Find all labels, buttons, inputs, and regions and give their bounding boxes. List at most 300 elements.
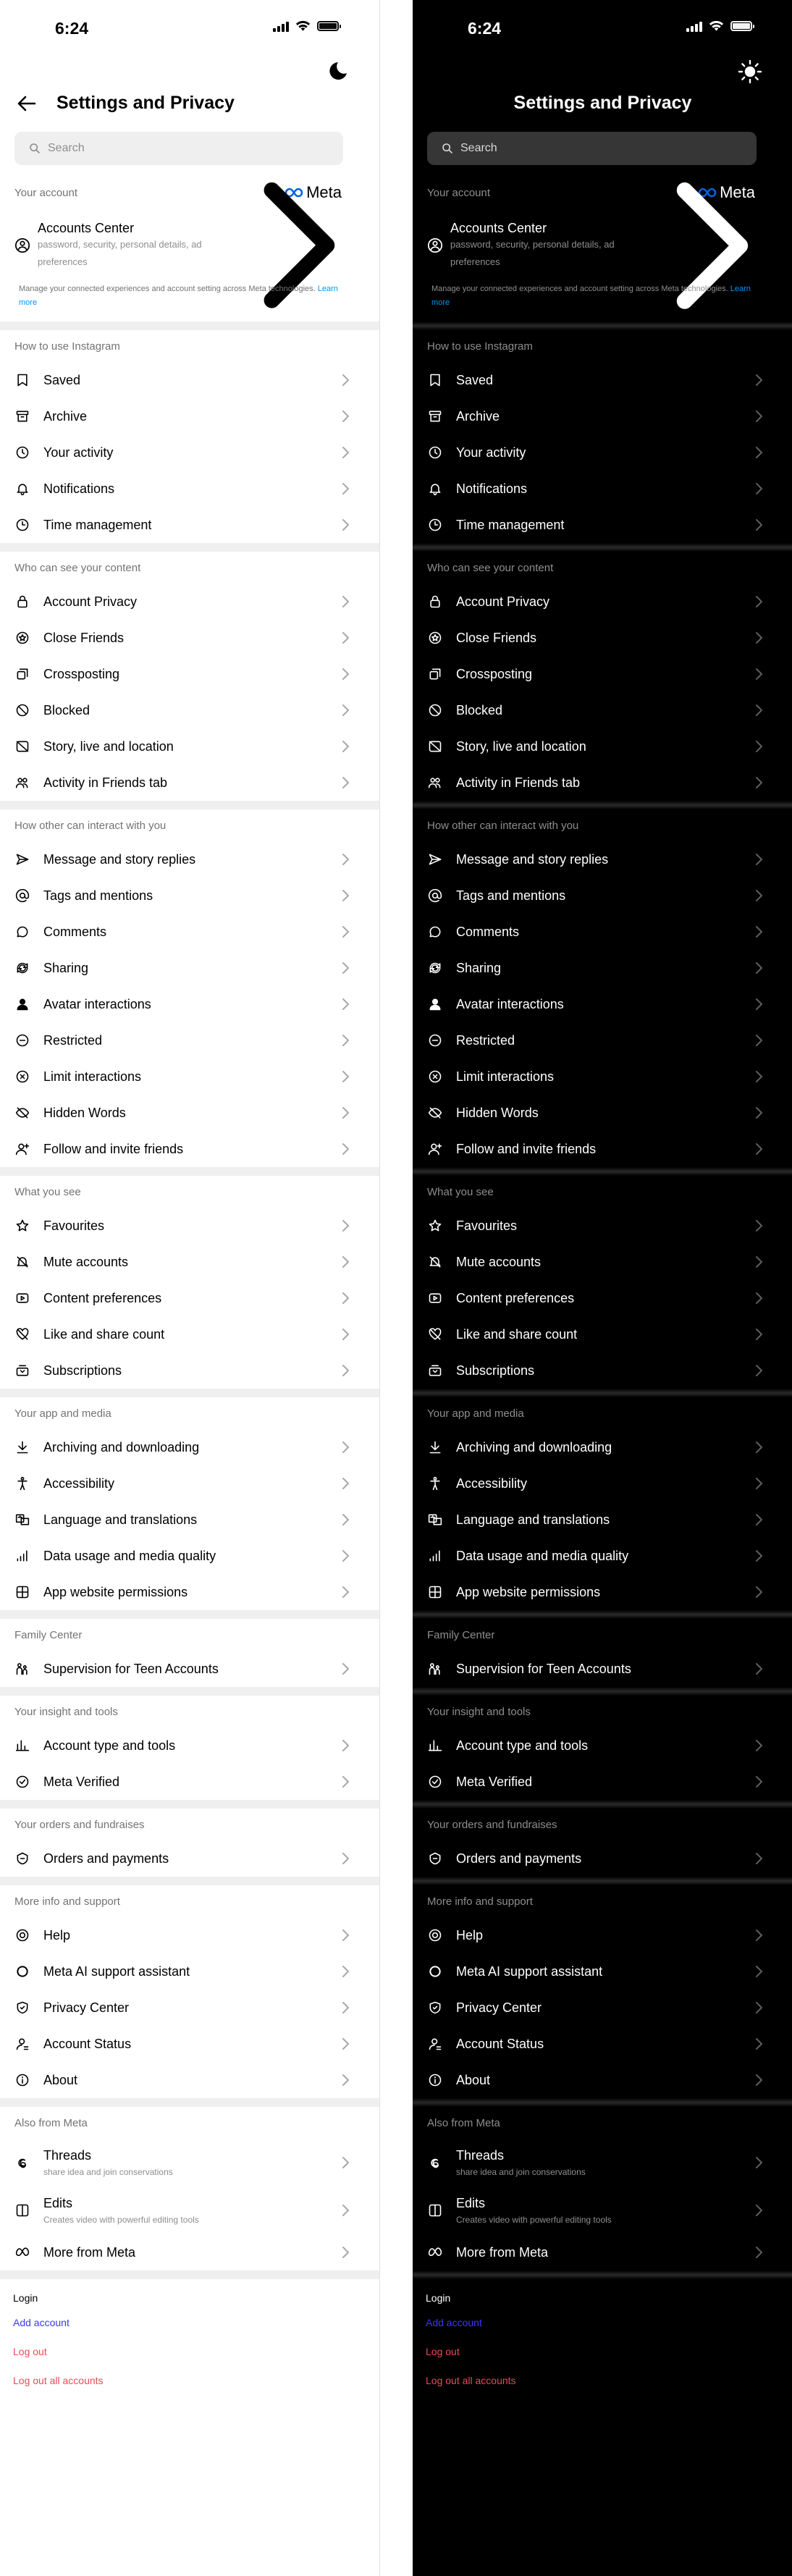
section-separator (0, 2270, 379, 2279)
section-family-center (0, 1619, 379, 1687)
restricted-icon (14, 1032, 30, 1048)
bell-icon (427, 481, 443, 497)
chevron-right-icon (340, 1549, 350, 1562)
chevron-right-icon (754, 1328, 764, 1341)
star-icon (427, 1218, 443, 1234)
section-header (0, 1397, 379, 1429)
story-location-icon (14, 738, 30, 754)
section-more-info-and-support (0, 1885, 379, 2098)
item-label: Limit interactions (456, 1069, 555, 1084)
log-out-all-link[interactable]: Log out all accounts (13, 2375, 104, 2386)
settings-item-like-and-share-count[interactable] (0, 1316, 379, 1352)
settings-item-your-activity[interactable] (0, 434, 379, 471)
item-label: Privacy Center (456, 2000, 542, 2015)
people-icon (14, 775, 30, 791)
your-account-section (0, 177, 379, 321)
item-label: Restricted (43, 1032, 103, 1048)
settings-item-activity-in-friends-tab[interactable] (413, 765, 792, 801)
settings-item-limit-interactions[interactable] (0, 1058, 379, 1095)
section-title: Also from Meta (427, 2116, 500, 2129)
avatar-icon (427, 996, 443, 1012)
chevron-right-icon (340, 961, 350, 975)
item-label: Orders and payments (456, 1851, 582, 1866)
settings-item-account-status[interactable] (0, 2026, 379, 2062)
comment-icon (14, 924, 30, 940)
section-your-insight-and-tools (0, 1696, 379, 1800)
section-family-center (413, 1619, 792, 1687)
language-icon (14, 1512, 30, 1528)
item-label: Notifications (43, 481, 115, 496)
send-icon (14, 851, 30, 867)
settings-item-favourites[interactable] (0, 1208, 379, 1244)
section-header (0, 1619, 379, 1651)
chevron-right-icon (754, 1929, 764, 1942)
settings-item-edits[interactable] (413, 2186, 792, 2234)
item-label: Mute accounts (43, 1254, 129, 1269)
battery-icon (730, 21, 752, 31)
chevron-right-icon (340, 1775, 350, 1788)
hidden-eye-icon (427, 1105, 443, 1121)
settings-item-mute-accounts[interactable] (413, 1244, 792, 1280)
settings-item-data-usage-and-media-quality[interactable] (413, 1538, 792, 1574)
settings-item-notifications[interactable] (0, 471, 379, 507)
chevron-right-icon (340, 1441, 350, 1454)
chevron-right-icon (754, 704, 764, 717)
settings-item-content-preferences[interactable] (0, 1280, 379, 1316)
chevron-right-icon (340, 631, 350, 644)
settings-item-more-from-meta[interactable] (0, 2234, 379, 2270)
chevron-right-icon (340, 740, 350, 753)
chevron-right-icon (340, 1034, 350, 1047)
section-separator (413, 2098, 792, 2107)
chevron-right-icon (754, 1549, 764, 1562)
settings-item-hidden-words[interactable] (0, 1095, 379, 1131)
settings-item-supervision-for-teen-accounts[interactable] (0, 1651, 379, 1687)
item-desc: Creates video with powerful editing tools (456, 2215, 612, 2225)
settings-item-archiving-and-downloading[interactable] (0, 1429, 379, 1465)
blocked-icon (14, 702, 30, 718)
learn-more-link[interactable]: Learn more (19, 285, 338, 307)
settings-item-tags-and-mentions[interactable] (413, 877, 792, 914)
shield-icon (427, 2000, 443, 2016)
settings-item-accessibility[interactable] (0, 1465, 379, 1502)
settings-item-limit-interactions[interactable] (413, 1058, 792, 1095)
add-person-icon (427, 1141, 443, 1157)
bell-icon (14, 481, 30, 497)
chevron-right-icon (340, 704, 350, 717)
settings-item-subscriptions[interactable] (413, 1352, 792, 1389)
search-icon (29, 143, 41, 154)
ai-ring-icon (427, 1963, 443, 1979)
chevron-right-icon (754, 2037, 764, 2050)
settings-item-archive[interactable] (413, 398, 792, 434)
edits-icon (14, 2202, 30, 2218)
accounts-center-icon (14, 237, 30, 253)
settings-item-privacy-center[interactable] (413, 1990, 792, 2026)
item-label: Crossposting (43, 666, 120, 681)
item-label: Language and translations (43, 1512, 198, 1527)
chevron-right-icon (754, 1106, 764, 1119)
chevron-right-icon (340, 1364, 350, 1377)
subscriptions-icon (427, 1363, 443, 1379)
item-desc: Creates video with powerful editing tools (43, 2215, 199, 2225)
supervision-icon (427, 1661, 443, 1677)
item-label: Supervision for Teen Accounts (43, 1661, 219, 1676)
settings-item-notifications[interactable] (413, 471, 792, 507)
bookmark-icon (14, 372, 30, 388)
item-label: Meta Verified (456, 1774, 533, 1789)
item-label: Data usage and media quality (456, 1548, 629, 1563)
settings-item-app-website-permissions[interactable] (413, 1574, 792, 1610)
settings-item-avatar-interactions[interactable] (0, 986, 379, 1022)
chevron-right-icon (340, 1662, 350, 1675)
chevron-right-icon (340, 776, 350, 789)
sharing-icon (427, 960, 443, 976)
settings-item-app-website-permissions[interactable] (0, 1574, 379, 1610)
section-title: Your app and media (14, 1407, 111, 1420)
section-your-orders-and-fundraises (0, 1809, 379, 1877)
settings-item-time-management[interactable] (413, 507, 792, 543)
settings-item-language-and-translations[interactable] (413, 1502, 792, 1538)
item-label: Comments (43, 924, 107, 939)
orders-icon (427, 1851, 443, 1866)
item-label: Subscriptions (456, 1363, 535, 1378)
chevron-right-icon (340, 2001, 350, 2014)
section-header (0, 552, 379, 584)
item-label: Privacy Center (43, 2000, 130, 2015)
your-account-section (413, 177, 792, 321)
section-title: How to use Instagram (427, 340, 533, 353)
crosspost-icon (427, 666, 443, 682)
chart-icon (14, 1738, 30, 1754)
chevron-right-icon (340, 668, 350, 681)
accounts-center-label: Accounts Center (450, 220, 547, 235)
item-label: App website permissions (43, 1584, 188, 1599)
chevron-right-icon (340, 925, 350, 938)
play-icon (427, 1290, 443, 1306)
star-icon (14, 1218, 30, 1234)
limit-icon (14, 1069, 30, 1085)
settings-item-meta-verified[interactable] (413, 1764, 792, 1800)
chevron-right-icon (754, 1513, 764, 1526)
search-input[interactable] (14, 132, 343, 165)
settings-item-orders-and-payments[interactable] (0, 1840, 379, 1877)
settings-item-account-privacy[interactable] (0, 584, 379, 620)
supervision-icon (14, 1661, 30, 1677)
chevron-right-icon (340, 446, 350, 459)
settings-item-time-management[interactable] (0, 507, 379, 543)
item-label: Hidden Words (456, 1105, 539, 1120)
settings-item-account-type-and-tools[interactable] (0, 1727, 379, 1764)
chevron-right-icon (754, 518, 764, 531)
item-label: Limit interactions (43, 1069, 142, 1084)
signal-icon (14, 1548, 30, 1564)
chevron-right-icon (754, 1739, 764, 1752)
settings-item-saved[interactable] (0, 362, 379, 398)
item-label: Sharing (456, 960, 502, 975)
cellular-signal-icon (686, 21, 702, 32)
settings-item-close-friends[interactable] (413, 620, 792, 656)
settings-item-meta-verified[interactable] (0, 1764, 379, 1800)
item-label: Notifications (456, 481, 528, 496)
chevron-right-icon (754, 889, 764, 902)
settings-item-account-privacy[interactable] (413, 584, 792, 620)
settings-item-meta-ai-support-assistant[interactable] (413, 1953, 792, 1990)
bookmark-icon (427, 372, 443, 388)
login-section (0, 2279, 379, 2395)
section-separator (413, 1800, 792, 1809)
settings-item-hidden-words[interactable] (413, 1095, 792, 1131)
chevron-right-icon (340, 2156, 350, 2169)
section-header (413, 330, 792, 362)
meta-icon (14, 2244, 30, 2260)
settings-item-message-and-story-replies[interactable] (413, 841, 792, 877)
settings-item-activity-in-friends-tab[interactable] (0, 765, 379, 801)
section-also-from-meta (413, 2107, 792, 2270)
section-title: Your account (427, 186, 491, 199)
people-icon (427, 775, 443, 791)
heart-off-icon (14, 1326, 30, 1342)
settings-item-threads[interactable] (0, 2139, 379, 2186)
settings-item-privacy-center[interactable] (0, 1990, 379, 2026)
settings-item-follow-and-invite-friends[interactable] (413, 1131, 792, 1167)
settings-item-archiving-and-downloading[interactable] (413, 1429, 792, 1465)
log-out-link[interactable]: Log out (426, 2346, 460, 2357)
chevron-right-icon (340, 889, 350, 902)
chevron-right-icon (340, 1965, 350, 1978)
section-who-can-see-your-content (413, 552, 792, 801)
settings-item-close-friends[interactable] (0, 620, 379, 656)
back-arrow-icon[interactable] (16, 93, 38, 114)
chevron-right-icon (340, 1292, 350, 1305)
info-icon (427, 2072, 443, 2088)
section-separator (413, 321, 792, 330)
settings-item-avatar-interactions[interactable] (413, 986, 792, 1022)
add-person-icon (14, 1141, 30, 1157)
item-label: Threads (43, 2148, 92, 2163)
login-title: Login (426, 2292, 451, 2304)
battery-icon (317, 21, 339, 31)
section-header (413, 1397, 792, 1429)
settings-item-your-activity[interactable] (413, 434, 792, 471)
chevron-right-icon (754, 446, 764, 459)
settings-list (0, 177, 379, 2395)
item-label: Content preferences (43, 1290, 162, 1305)
settings-item-message-and-story-replies[interactable] (0, 841, 379, 877)
add-account-link[interactable]: Add account (426, 2317, 482, 2328)
chevron-right-icon (754, 925, 764, 938)
settings-item-restricted[interactable] (413, 1022, 792, 1058)
section-separator (0, 543, 379, 552)
settings-item-supervision-for-teen-accounts[interactable] (413, 1651, 792, 1687)
item-label: Follow and invite friends (456, 1141, 597, 1156)
moon-icon[interactable] (324, 59, 349, 84)
chevron-right-icon (754, 2074, 764, 2087)
settings-item-comments[interactable] (0, 914, 379, 950)
chevron-right-icon (754, 998, 764, 1011)
settings-item-blocked[interactable] (0, 692, 379, 728)
section-header (413, 809, 792, 841)
search-icon (442, 143, 453, 154)
settings-item-account-status[interactable] (413, 2026, 792, 2062)
section-separator (0, 1610, 379, 1619)
settings-item-like-and-share-count[interactable] (413, 1316, 792, 1352)
settings-item-content-preferences[interactable] (413, 1280, 792, 1316)
accounts-center-desc: password, security, personal details, ad preferences (38, 238, 202, 267)
item-label: Follow and invite friends (43, 1141, 184, 1156)
chevron-right-icon (754, 2246, 764, 2259)
settings-item-story-live-and-location[interactable] (0, 728, 379, 765)
settings-item-data-usage-and-media-quality[interactable] (0, 1538, 379, 1574)
settings-item-orders-and-payments[interactable] (413, 1840, 792, 1877)
settings-item-restricted[interactable] (0, 1022, 379, 1058)
section-separator (0, 1877, 379, 1885)
item-label: Archive (43, 408, 88, 424)
chevron-right-icon (340, 2037, 350, 2050)
section-header (0, 2107, 379, 2139)
section-who-can-see-your-content (0, 552, 379, 801)
settings-item-saved[interactable] (413, 362, 792, 398)
section-how-other-can-interact-with-you (413, 809, 792, 1167)
section-separator (0, 321, 379, 330)
chevron-right-icon (754, 1441, 764, 1454)
settings-item-sharing[interactable] (413, 950, 792, 986)
chevron-right-icon (340, 853, 350, 866)
settings-item-story-live-and-location[interactable] (413, 728, 792, 765)
section-also-from-meta (0, 2107, 379, 2270)
app-grid-icon (14, 1584, 30, 1600)
item-label: Crossposting (456, 666, 533, 681)
section-title: Family Center (14, 1628, 83, 1641)
learn-more-link[interactable]: Learn more (431, 285, 751, 307)
page-title: Settings and Privacy (56, 93, 235, 113)
settings-item-meta-ai-support-assistant[interactable] (0, 1953, 379, 1990)
clock-icon (427, 517, 443, 533)
settings-item-comments[interactable] (413, 914, 792, 950)
chevron-right-icon (754, 1662, 764, 1675)
settings-item-threads[interactable] (413, 2139, 792, 2186)
item-label: Your activity (456, 445, 526, 460)
item-label: Avatar interactions (456, 996, 564, 1011)
chevron-right-icon (340, 518, 350, 531)
status-bar (413, 0, 792, 56)
accessibility-icon (427, 1476, 443, 1491)
settings-item-crossposting[interactable] (413, 656, 792, 692)
item-label: Supervision for Teen Accounts (456, 1661, 631, 1676)
search-input[interactable] (427, 132, 757, 165)
log-out-link[interactable]: Log out (13, 2346, 47, 2357)
settings-item-blocked[interactable] (413, 692, 792, 728)
settings-item-edits[interactable] (0, 2186, 379, 2234)
item-label: Account Privacy (456, 594, 550, 609)
play-icon (14, 1290, 30, 1306)
threads-icon (14, 2155, 30, 2171)
wifi-icon (709, 20, 724, 32)
lock-icon (14, 594, 30, 610)
chevron-right-icon (754, 482, 764, 495)
settings-item-crossposting[interactable] (0, 656, 379, 692)
settings-item-help[interactable] (413, 1917, 792, 1953)
send-icon (427, 851, 443, 867)
accounts-center-row[interactable] (413, 209, 792, 282)
download-icon (427, 1439, 443, 1455)
section-header (0, 1696, 379, 1727)
item-label: Help (43, 1927, 71, 1942)
settings-item-account-type-and-tools[interactable] (413, 1727, 792, 1764)
settings-item-favourites[interactable] (413, 1208, 792, 1244)
chevron-right-icon (754, 1255, 764, 1268)
settings-item-language-and-translations[interactable] (0, 1502, 379, 1538)
settings-item-help[interactable] (0, 1917, 379, 1953)
chevron-right-icon (754, 740, 764, 753)
settings-item-subscriptions[interactable] (0, 1352, 379, 1389)
section-your-app-and-media (413, 1397, 792, 1610)
hidden-eye-icon (14, 1105, 30, 1121)
settings-item-follow-and-invite-friends[interactable] (0, 1131, 379, 1167)
section-title: More info and support (14, 1895, 120, 1908)
chevron-right-icon (754, 2204, 764, 2217)
clock-icon (14, 517, 30, 533)
section-separator (0, 1167, 379, 1176)
status-time: 6:24 (468, 19, 502, 38)
settings-item-about[interactable] (0, 2062, 379, 2098)
settings-item-more-from-meta[interactable] (413, 2234, 792, 2270)
section-title: Family Center (427, 1628, 495, 1641)
download-icon (14, 1439, 30, 1455)
account-status-icon (427, 2036, 443, 2052)
chevron-right-icon (340, 1929, 350, 1942)
orders-icon (14, 1851, 30, 1866)
settings-item-about[interactable] (413, 2062, 792, 2098)
shield-icon (14, 2000, 30, 2016)
settings-item-accessibility[interactable] (413, 1465, 792, 1502)
item-label: About (43, 2072, 78, 2087)
section-what-you-see (0, 1176, 379, 1389)
chevron-right-icon (754, 410, 764, 423)
chevron-right-icon (754, 2001, 764, 2014)
language-icon (427, 1512, 443, 1528)
lock-icon (427, 594, 443, 610)
chevron-right-icon (754, 853, 764, 866)
section-header (0, 1176, 379, 1208)
sun-icon[interactable] (738, 59, 762, 84)
signal-icon (427, 1548, 443, 1564)
log-out-all-link[interactable]: Log out all accounts (426, 2375, 516, 2386)
chevron-right-icon (340, 2074, 350, 2087)
chevron-right-icon (754, 1364, 764, 1377)
chevron-right-icon (754, 776, 764, 789)
chart-icon (427, 1738, 443, 1754)
settings-item-mute-accounts[interactable] (0, 1244, 379, 1280)
item-label: Close Friends (43, 630, 125, 645)
item-label: Sharing (43, 960, 89, 975)
settings-item-tags-and-mentions[interactable] (0, 877, 379, 914)
settings-item-sharing[interactable] (0, 950, 379, 986)
accounts-center-label: Accounts Center (38, 220, 135, 235)
item-label: Story, live and location (43, 738, 174, 754)
item-label: Account type and tools (456, 1738, 589, 1753)
add-account-link[interactable]: Add account (13, 2317, 69, 2328)
chevron-right-icon (754, 1586, 764, 1599)
archive-icon (14, 408, 30, 424)
accounts-center-row[interactable] (0, 209, 379, 282)
item-label: Help (456, 1927, 484, 1942)
limit-icon (427, 1069, 443, 1085)
settings-item-archive[interactable] (0, 398, 379, 434)
crosspost-icon (14, 666, 30, 682)
info-icon (14, 2072, 30, 2088)
section-how-to-use-instagram (413, 330, 792, 543)
